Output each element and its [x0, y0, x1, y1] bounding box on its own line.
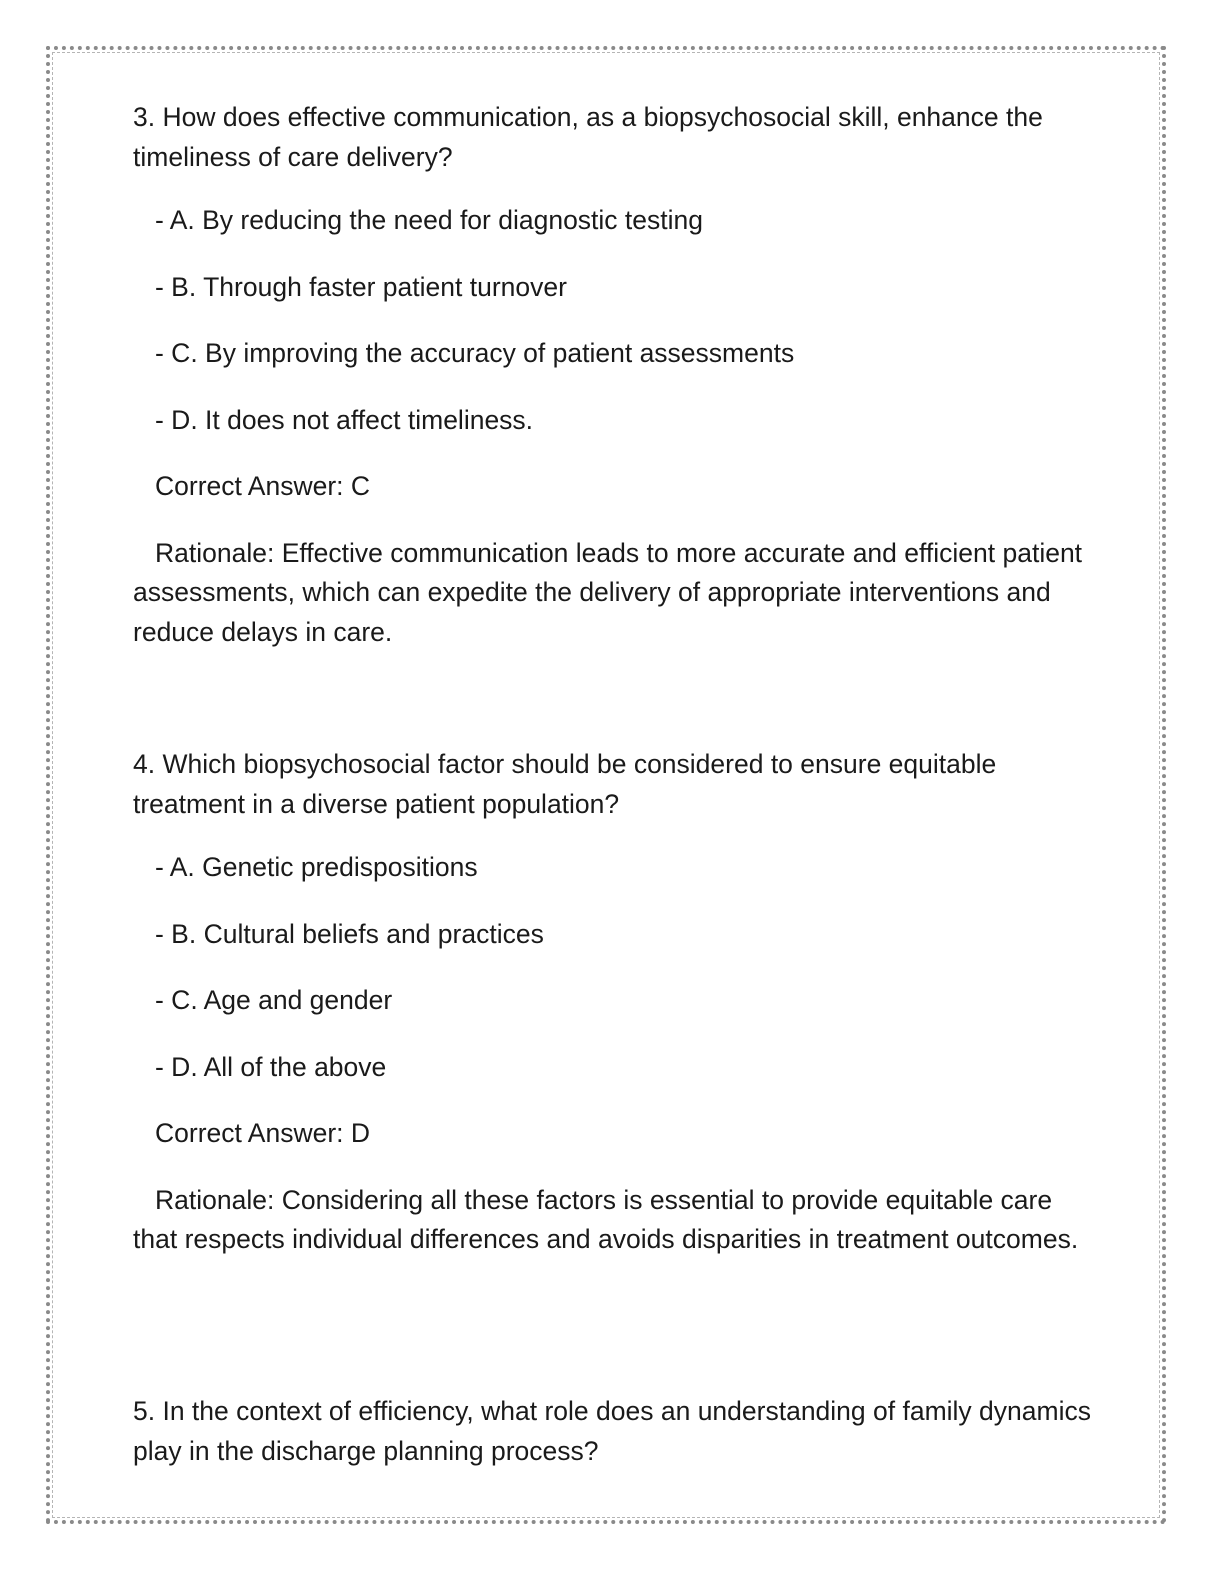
correct-answer: Correct Answer: C [155, 471, 371, 501]
option-a: - A. By reducing the need for diagnostic testing [155, 205, 703, 235]
question-block-3 [133, 98, 1093, 652]
option-b: - B. Cultural beliefs and practices [155, 918, 544, 949]
question-block-5 [133, 1392, 1093, 1495]
option-b: - B. Through faster patient turnover [155, 271, 567, 302]
question-prompt: 3. How does effective communication, as a biopsychosocial skill, enhance the timeliness of care delivery? [133, 102, 1043, 172]
option-d: - D. All of the above [155, 1051, 387, 1082]
correct-answer: Correct Answer: D [155, 1118, 371, 1148]
option-d: - D. It does not affect timeliness. [155, 404, 534, 435]
question-prompt: 4. Which biopsychosocial factor should be considered to ensure equitable treatment in a diverse patient population? [133, 749, 997, 819]
rationale: Rationale: Considering all these factors is essential to provide equitable care that respects individual differences and avoids disparities in treatment outcomes. [133, 1184, 1079, 1254]
option-c: - C. By improving the accuracy of patient assessments [155, 338, 795, 368]
rationale: Rationale: Effective communication leads to more accurate and efficient patient assessments, which can expedite the delivery of appropriate interventions and reduce delays in care. [133, 537, 1083, 647]
question-block-4 [133, 745, 1093, 1260]
option-a: - A. Genetic predispositions [155, 852, 478, 882]
question-prompt: 5. In the context of efficiency, what role does an understanding of family dynamics play in the discharge planning process? [133, 1396, 1091, 1466]
option-c: - C. Age and gender [155, 985, 393, 1015]
